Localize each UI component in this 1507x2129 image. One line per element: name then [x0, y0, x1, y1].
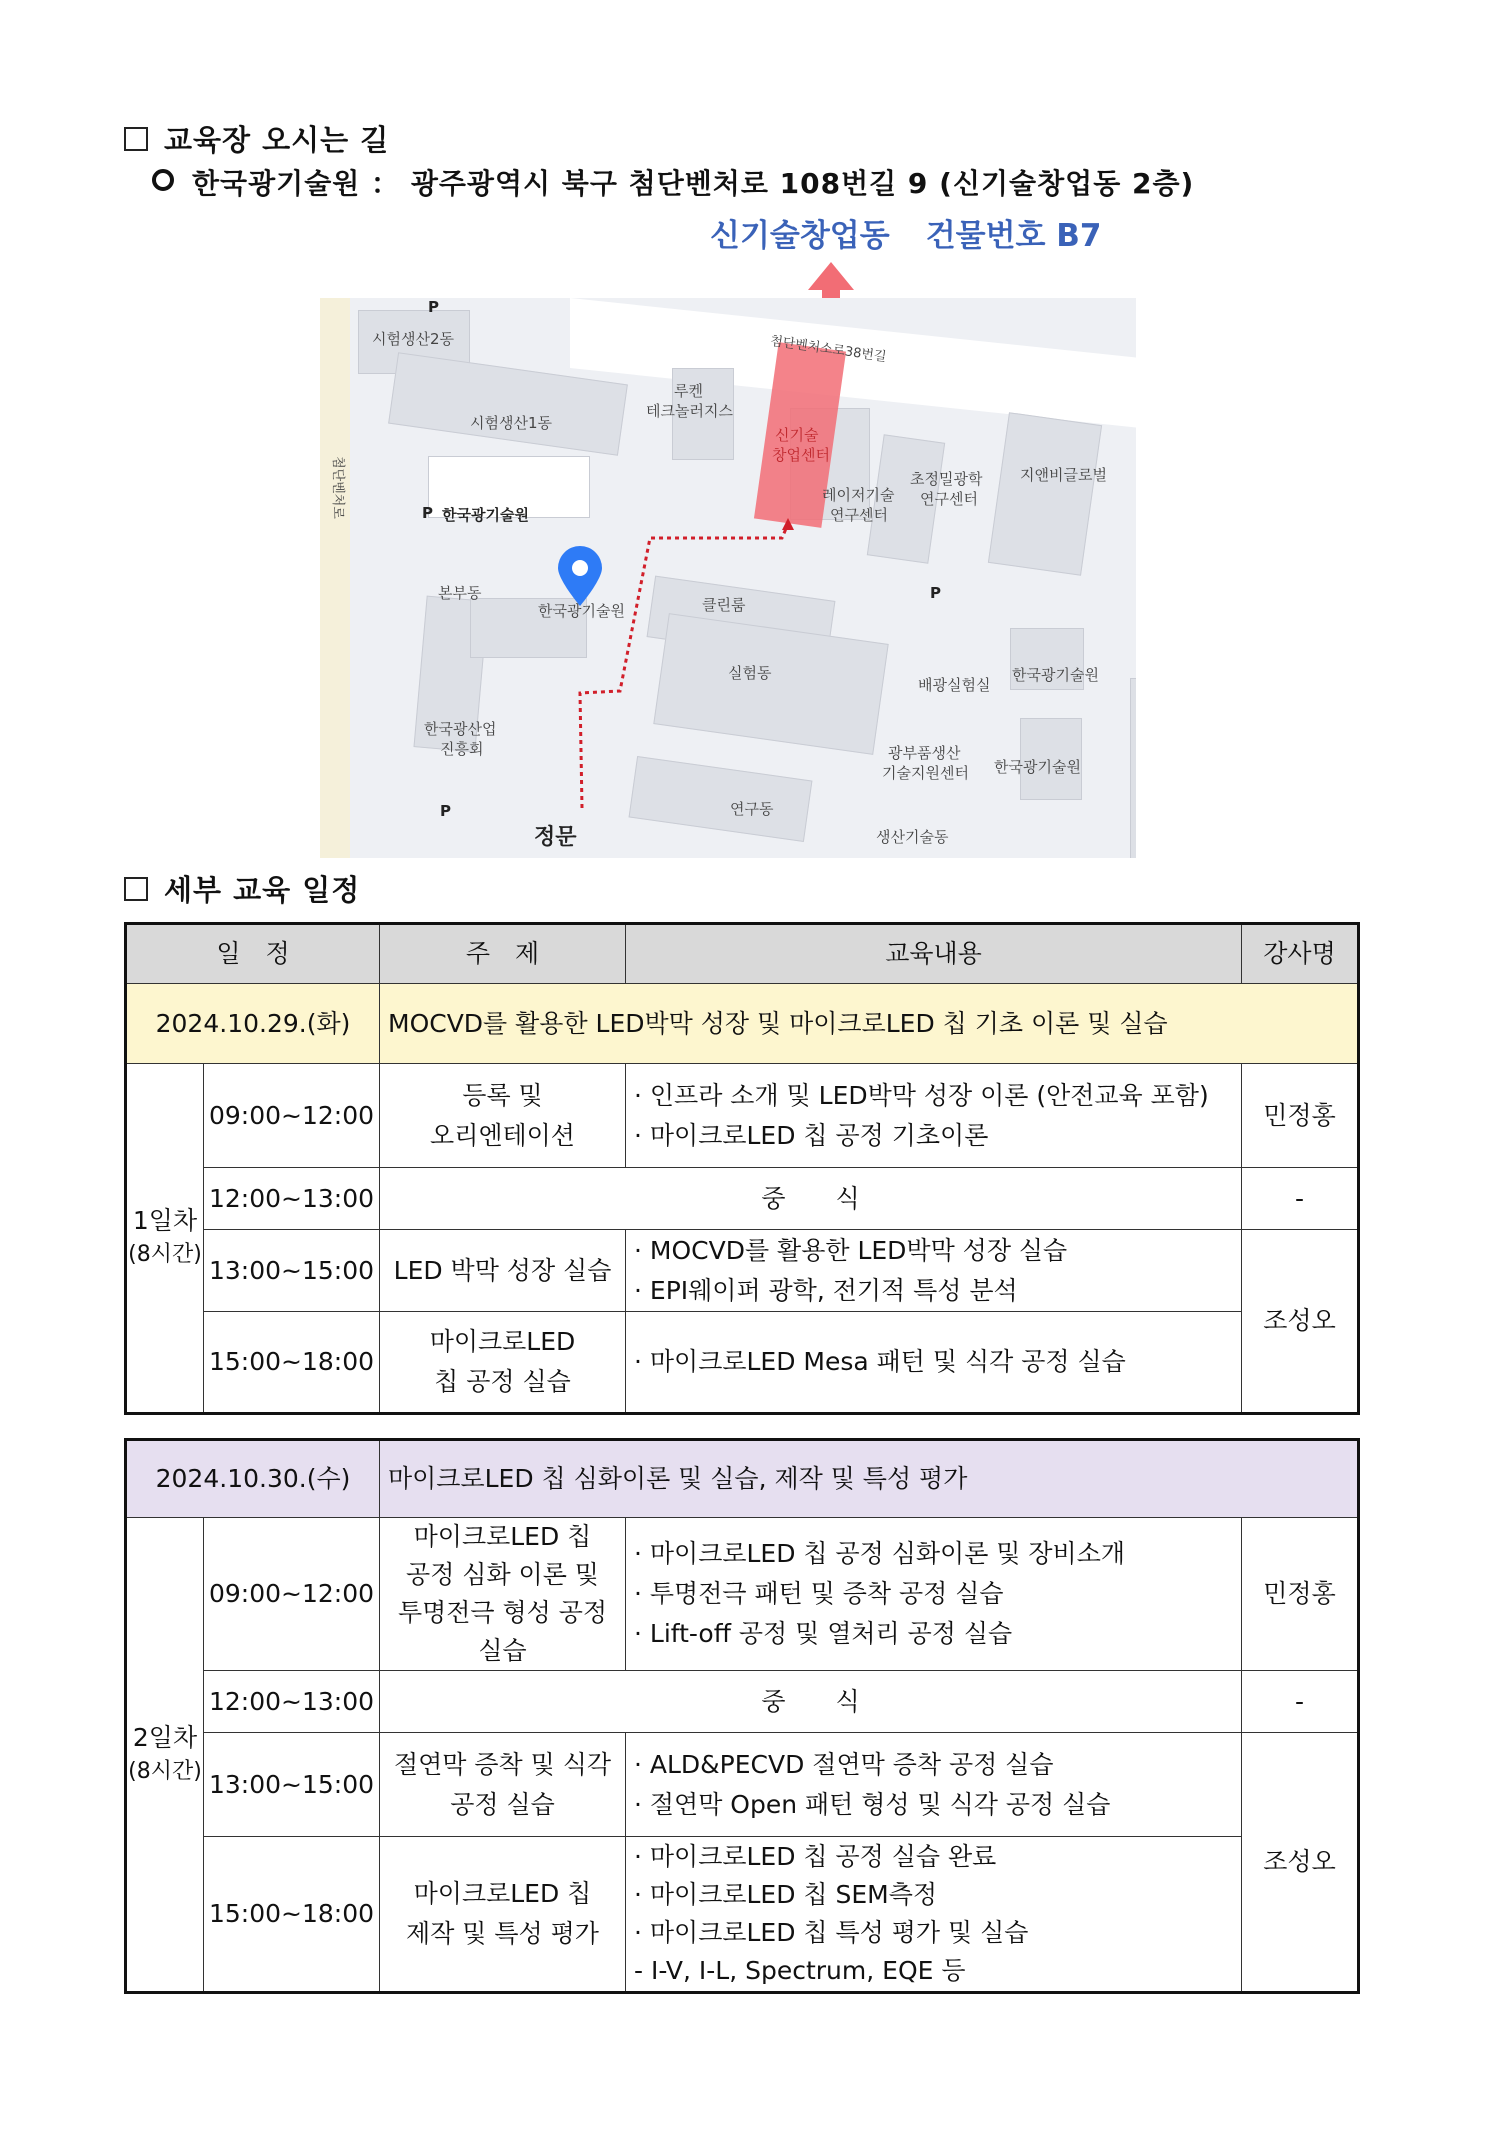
time-cell: 09:00~12:00: [204, 1064, 380, 1168]
section-title-schedule: 세부 교육 일정: [124, 868, 360, 909]
time-cell: 09:00~12:00: [204, 1518, 380, 1671]
map-label: 연구동: [730, 800, 774, 818]
campus-map: [320, 298, 1136, 858]
content-cell: · ALD&PECVD 절연막 증착 공정 실습 · 절연막 Open 패턴 형성 및 식각 공정 실습: [626, 1733, 1242, 1837]
map-label: 테크놀러지스: [646, 402, 733, 420]
map-label: 창업센터: [772, 446, 830, 464]
instructor-cell: 조성오: [1242, 1230, 1359, 1414]
map-label: 본부동: [438, 584, 482, 602]
address-line: [152, 162, 1194, 202]
content-cell: · 마이크로LED Mesa 패턴 및 식각 공정 실습: [626, 1312, 1242, 1414]
topic-cell: 마이크로LED 칩 공정 심화 이론 및 투명전극 형성 공정 실습: [380, 1518, 626, 1671]
map-label: 한국광기술원: [442, 506, 529, 524]
institute-name: 한국광기술원: [192, 167, 361, 200]
circle-bullet-icon: [152, 169, 174, 191]
day1-date: 2024.10.29.(화): [126, 984, 380, 1064]
time-cell: 12:00~13:00: [204, 1168, 380, 1230]
instructor-cell: 민정홍: [1242, 1518, 1359, 1671]
map-label: 레이저기술: [822, 486, 895, 504]
map-road-label: 첨단벤처로: [329, 456, 345, 519]
content-cell: · 인프라 소개 및 LED박막 성장 이론 (안전교육 포함) · 마이크로LED 칩 공정 기초이론: [626, 1064, 1242, 1168]
header-content: 교육내용: [626, 924, 1242, 984]
checkbox-square-icon: [124, 877, 148, 901]
building-number: 건물번호 B7: [925, 218, 1102, 254]
topic-cell: 마이크로LED 칩 공정 실습: [380, 1312, 626, 1414]
address-separator: ：: [371, 167, 401, 200]
content-cell: · MOCVD를 활용한 LED박막 성장 실습 · EPI웨이퍼 광학, 전기적 특성 분석: [626, 1230, 1242, 1312]
header-date: 일 정: [126, 924, 380, 984]
map-label: 실험동: [728, 664, 772, 682]
time-cell: 12:00~13:00: [204, 1671, 380, 1733]
map-label: 한국광기술원: [994, 758, 1081, 776]
header-instructor: 강사명: [1242, 924, 1359, 984]
building-name: 신기술창업동: [710, 218, 890, 254]
lunch-cell: 중 식: [380, 1168, 1242, 1230]
time-cell: 15:00~18:00: [204, 1312, 380, 1414]
instructor-cell: -: [1242, 1671, 1359, 1733]
map-label: 시험생산1동: [470, 414, 552, 432]
header-topic: 주 제: [380, 924, 626, 984]
map-label: 클린룸: [702, 596, 746, 614]
day1-label: 1일차 (8시간): [126, 1064, 204, 1414]
map-label: 신기술: [775, 426, 819, 444]
instructor-cell: -: [1242, 1168, 1359, 1230]
location-pin-icon: [558, 546, 602, 608]
map-parking-label: P: [440, 802, 451, 820]
instructor-cell: 민정홍: [1242, 1064, 1359, 1168]
map-parking-label: P: [930, 584, 941, 602]
map-label: 한국광산업: [424, 720, 497, 738]
topic-cell: 등록 및 오리엔테이션: [380, 1064, 626, 1168]
section-title-directions: 교육장 오시는 길: [124, 118, 389, 159]
address-location: 광주광역시 북구 첨단벤처로 108번길 9 (신기술창업동 2층): [410, 167, 1195, 200]
time-cell: 13:00~15:00: [204, 1733, 380, 1837]
time-cell: 13:00~15:00: [204, 1230, 380, 1312]
map-label: 배광실험실: [918, 676, 991, 694]
lunch-cell: 중 식: [380, 1671, 1242, 1733]
topic-cell: 마이크로LED 칩 제작 및 특성 평가: [380, 1837, 626, 1993]
map-label: 연구센터: [920, 490, 978, 508]
map-road-label: 첨단벤처소로38번길: [769, 333, 888, 366]
map-label: 기술지원센터: [882, 764, 969, 782]
map-label: 진흥회: [440, 740, 484, 758]
topic-cell: 절연막 증착 및 식각 공정 실습: [380, 1733, 626, 1837]
map-label-gate: 정문: [534, 825, 577, 850]
map-label: 연구센터: [830, 506, 888, 524]
map-label: 한국광기술원: [1012, 666, 1099, 684]
day2-label: 2일차 (8시간): [126, 1518, 204, 1993]
content-cell: · 마이크로LED 칩 공정 실습 완료 · 마이크로LED 칩 SEM측정 · 마이크로LED 칩 특성 평가 및 실습 - I-V, I-L, Spectrum, EQE 등: [626, 1837, 1242, 1993]
map-label: 한국광기술원: [538, 602, 625, 620]
time-cell: 15:00~18:00: [204, 1837, 380, 1993]
map-label: 시험생산2동: [372, 330, 454, 348]
map-label: 생산기술동: [876, 828, 949, 846]
map-parking-label: P: [422, 504, 433, 522]
content-cell: · 마이크로LED 칩 공정 심화이론 및 장비소개 · 투명전극 패턴 및 증착 공정 실습 · Lift-off 공정 및 열처리 공정 실습: [626, 1518, 1242, 1671]
schedule-table-day2: [124, 1438, 1360, 1994]
schedule-table-day1: [124, 922, 1360, 1415]
map-parking-label: P: [428, 298, 439, 316]
building-label: [710, 210, 1137, 255]
topic-cell: LED 박막 성장 실습: [380, 1230, 626, 1312]
day2-date: 2024.10.30.(수): [126, 1440, 380, 1518]
map-label: 광부품생산: [888, 744, 961, 762]
day2-title: 마이크로LED 칩 심화이론 및 실습, 제작 및 특성 평가: [380, 1440, 1359, 1518]
map-label: 초정밀광학: [910, 470, 983, 488]
day1-title: MOCVD를 활용한 LED박막 성장 및 마이크로LED 칩 기초 이론 및 실습: [380, 984, 1359, 1064]
instructor-cell: 조성오: [1242, 1733, 1359, 1993]
map-label: 루켄: [674, 382, 703, 400]
checkbox-square-icon: [124, 127, 148, 151]
map-label: 지앤비글로벌: [1020, 466, 1107, 484]
